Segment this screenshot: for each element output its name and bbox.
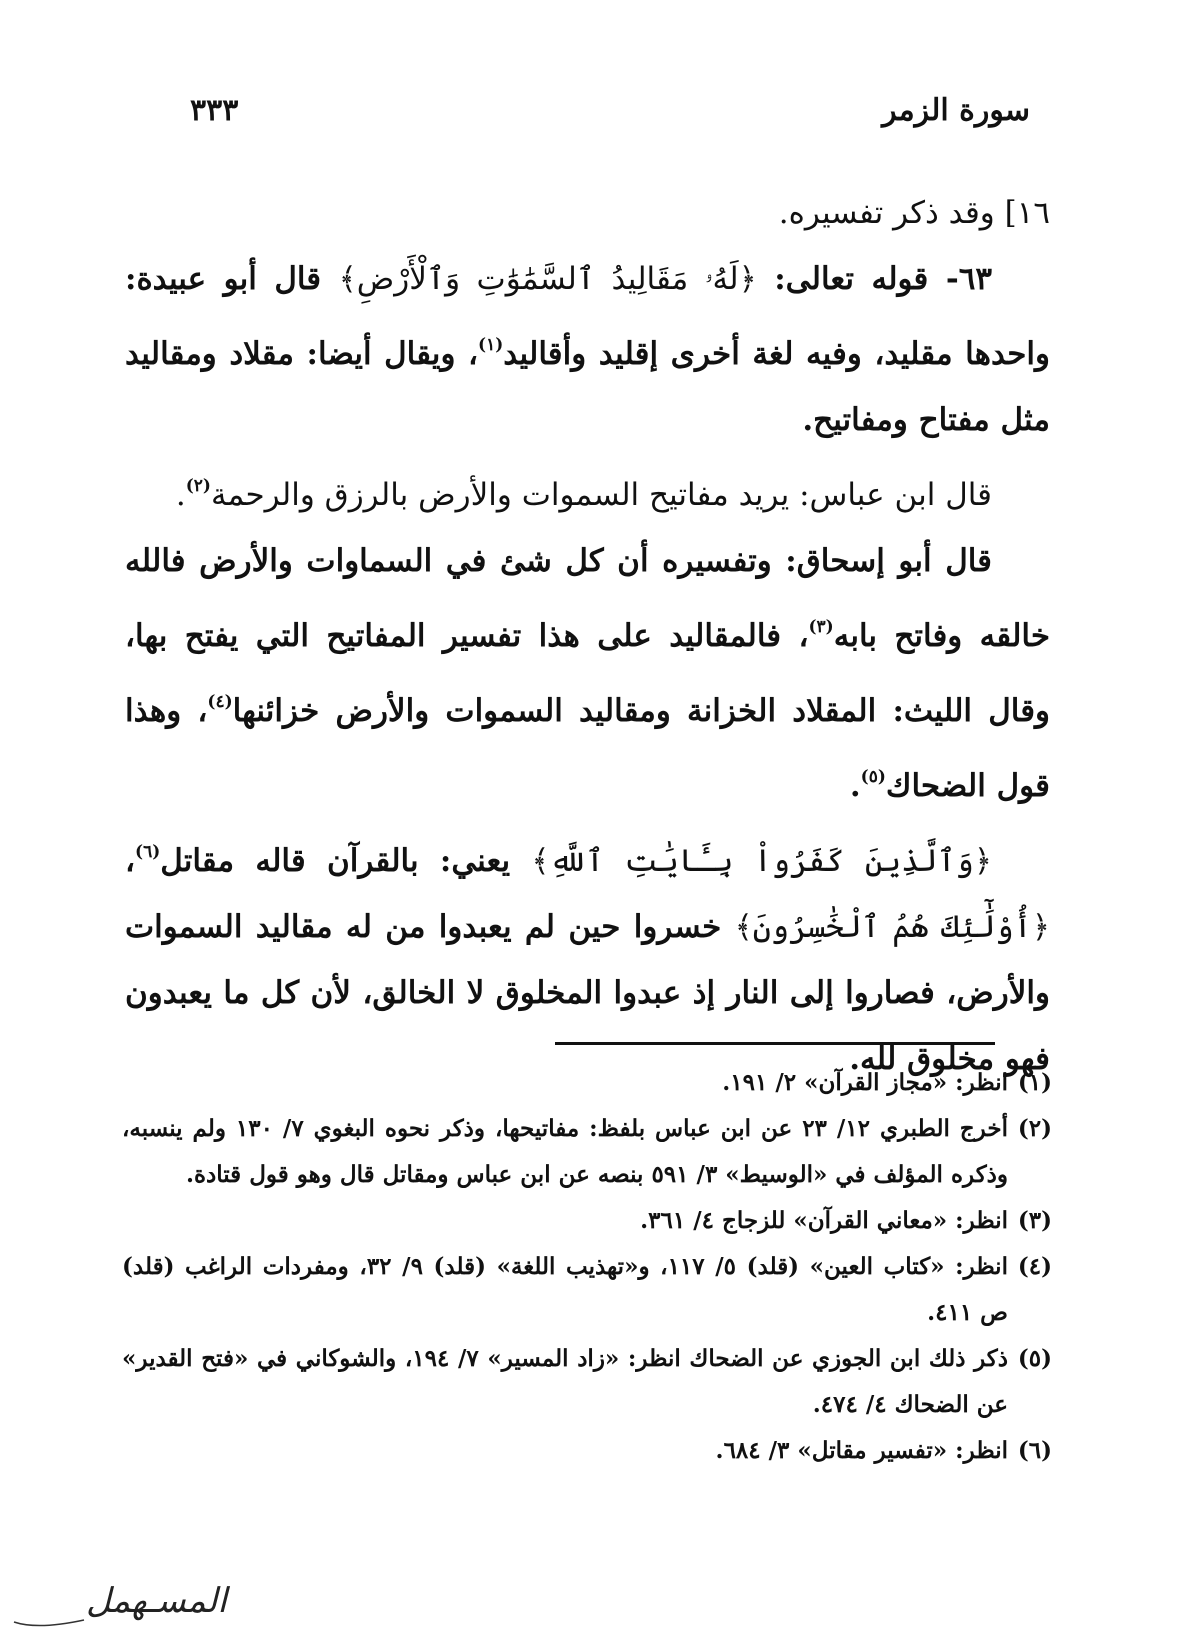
page-header — [190, 88, 1030, 132]
footnote-number: (٥) — [1017, 1345, 1052, 1372]
paragraph-63 — [125, 246, 1050, 453]
footnote-item — [122, 1428, 1052, 1474]
paragraph-end: . — [849, 768, 861, 804]
footnote-number: (٣) — [1017, 1207, 1052, 1234]
quran-quote: ﴿وَٱلَّذِينَ كَفَرُواْ بِـَٔايَٰتِ ٱللَّهِ﴾ — [531, 843, 992, 879]
footnote-divider — [555, 1042, 995, 1045]
footnote-text: انظر: «معاني القرآن» للزجاج ٤/ ٣٦١. — [640, 1207, 1008, 1234]
footnotes-section — [122, 1060, 1052, 1474]
main-text — [125, 180, 1050, 1092]
footnote-text: ذكر ذلك ابن الجوزي عن الضحاك انظر: «زاد المسير» ٧/ ١٩٤، والشوكاني في «فتح القدير» عن الضحاك ٤/ ٤٧٤. — [122, 1345, 1008, 1418]
surah-title: سورة الزمر — [882, 92, 1030, 128]
footnote-text: أخرج الطبري ١٢/ ٢٣ عن ابن عباس بلفظ: مفاتيحها، وذكر نحوه البغوي ٧/ ١٣٠ ولم ينسبه، وذكره المؤلف في «الوسيط» ٣/ ٥٩١ بنصه عن ابن عباس ومقاتل قال وهو قول قتادة. — [122, 1115, 1008, 1188]
paragraph-text: ، فالمقاليد على هذا تفسير المفاتيح التي يفتح بها، وقال الليث: المقلاد الخزانة ومقاليد السموات والأرض خزائنها — [125, 618, 1050, 729]
footnote-item — [122, 1060, 1052, 1106]
footnote-number: (١) — [1017, 1069, 1052, 1096]
footnote-ref[interactable]: (٥) — [860, 767, 886, 787]
paragraph-intro — [125, 180, 1050, 246]
footnote-number: (٤) — [1017, 1253, 1052, 1280]
verse-label: ٦٣- قوله تعالى: — [756, 261, 993, 297]
paragraph-abu-ishaq — [125, 528, 1050, 819]
footnote-ref[interactable]: (٦) — [135, 842, 161, 862]
paragraph-end: . — [175, 477, 186, 513]
footnote-item — [122, 1198, 1052, 1244]
page-number: ٣٣٣ — [190, 92, 239, 128]
footnote-item — [122, 1336, 1052, 1428]
footnote-number: (٢) — [1017, 1115, 1052, 1142]
footnote-text: انظر: «مجاز القرآن» ٢/ ١٩١. — [722, 1069, 1008, 1096]
footnote-text: انظر: «تفسير مقاتل» ٣/ ٦٨٤. — [715, 1437, 1008, 1464]
footnote-number: (٦) — [1017, 1437, 1052, 1464]
quran-quote: ﴿لَهُۥ مَقَالِيدُ ٱلسَّمَٰوَٰتِ وَٱلْأَرْضِ﴾ — [338, 261, 757, 297]
paragraph-text: خسروا حين لم يعبدوا من له مقاليد السموات والأرض، فصاروا إلى النار إذ عبدوا المخلوق لا الخالق، لأن كل ما يعبدون فهو مخلوق لله. — [125, 909, 1050, 1077]
paragraph-text: قال أبو إسحاق: وتفسيره أن كل شئ في السماوات والأرض فالله خالقه وفاتح بابه — [125, 543, 1050, 654]
footnote-item — [122, 1106, 1052, 1198]
paragraph-text: قال ابن عباس: يريد مفاتيح السموات والأرض بالرزق والرحمة — [210, 477, 992, 513]
footnote-ref[interactable]: (٢) — [185, 476, 211, 496]
logo-flourish — [14, 1620, 84, 1626]
paragraph-text: ، وهذا قول الضحاك — [125, 693, 1050, 804]
footnote-item — [122, 1244, 1052, 1336]
paragraph-kafaru — [125, 819, 1050, 1092]
paragraph-text: قال أبو عبيدة: واحدها مقليد، وفيه لغة أخرى إقليد وأقاليد — [125, 261, 1050, 372]
logo-text: المسـهمل — [86, 1581, 227, 1621]
paragraph-text: ، — [125, 843, 136, 879]
footnote-ref[interactable]: (٣) — [808, 617, 834, 637]
paragraph-text: ، ويقال أيضا: مقلاد ومقاليد مثل مفتاح ومفاتيح. — [125, 336, 1050, 438]
intro-line: ١٦] وقد ذكر تفسيره. — [778, 195, 1050, 231]
footnote-ref[interactable]: (٤) — [207, 692, 233, 712]
quran-quote: ﴿أُوْلَٰٓئِكَ هُمُ ٱلْخَٰسِرُونَ﴾ — [734, 909, 1050, 945]
footnote-text: انظر: «كتاب العين» (قلد) ٥/ ١١٧، و«تهذيب اللغة» (قلد) ٩/ ٣٢، ومفردات الراغب (قلد) ص ٤١١. — [122, 1253, 1008, 1326]
paragraph-ibn-abbas — [125, 453, 1050, 528]
watermark-logo — [8, 1570, 227, 1636]
paragraph-text: يعني: بالقرآن قاله مقاتل — [160, 843, 532, 879]
footnote-ref[interactable]: (١) — [478, 335, 504, 355]
